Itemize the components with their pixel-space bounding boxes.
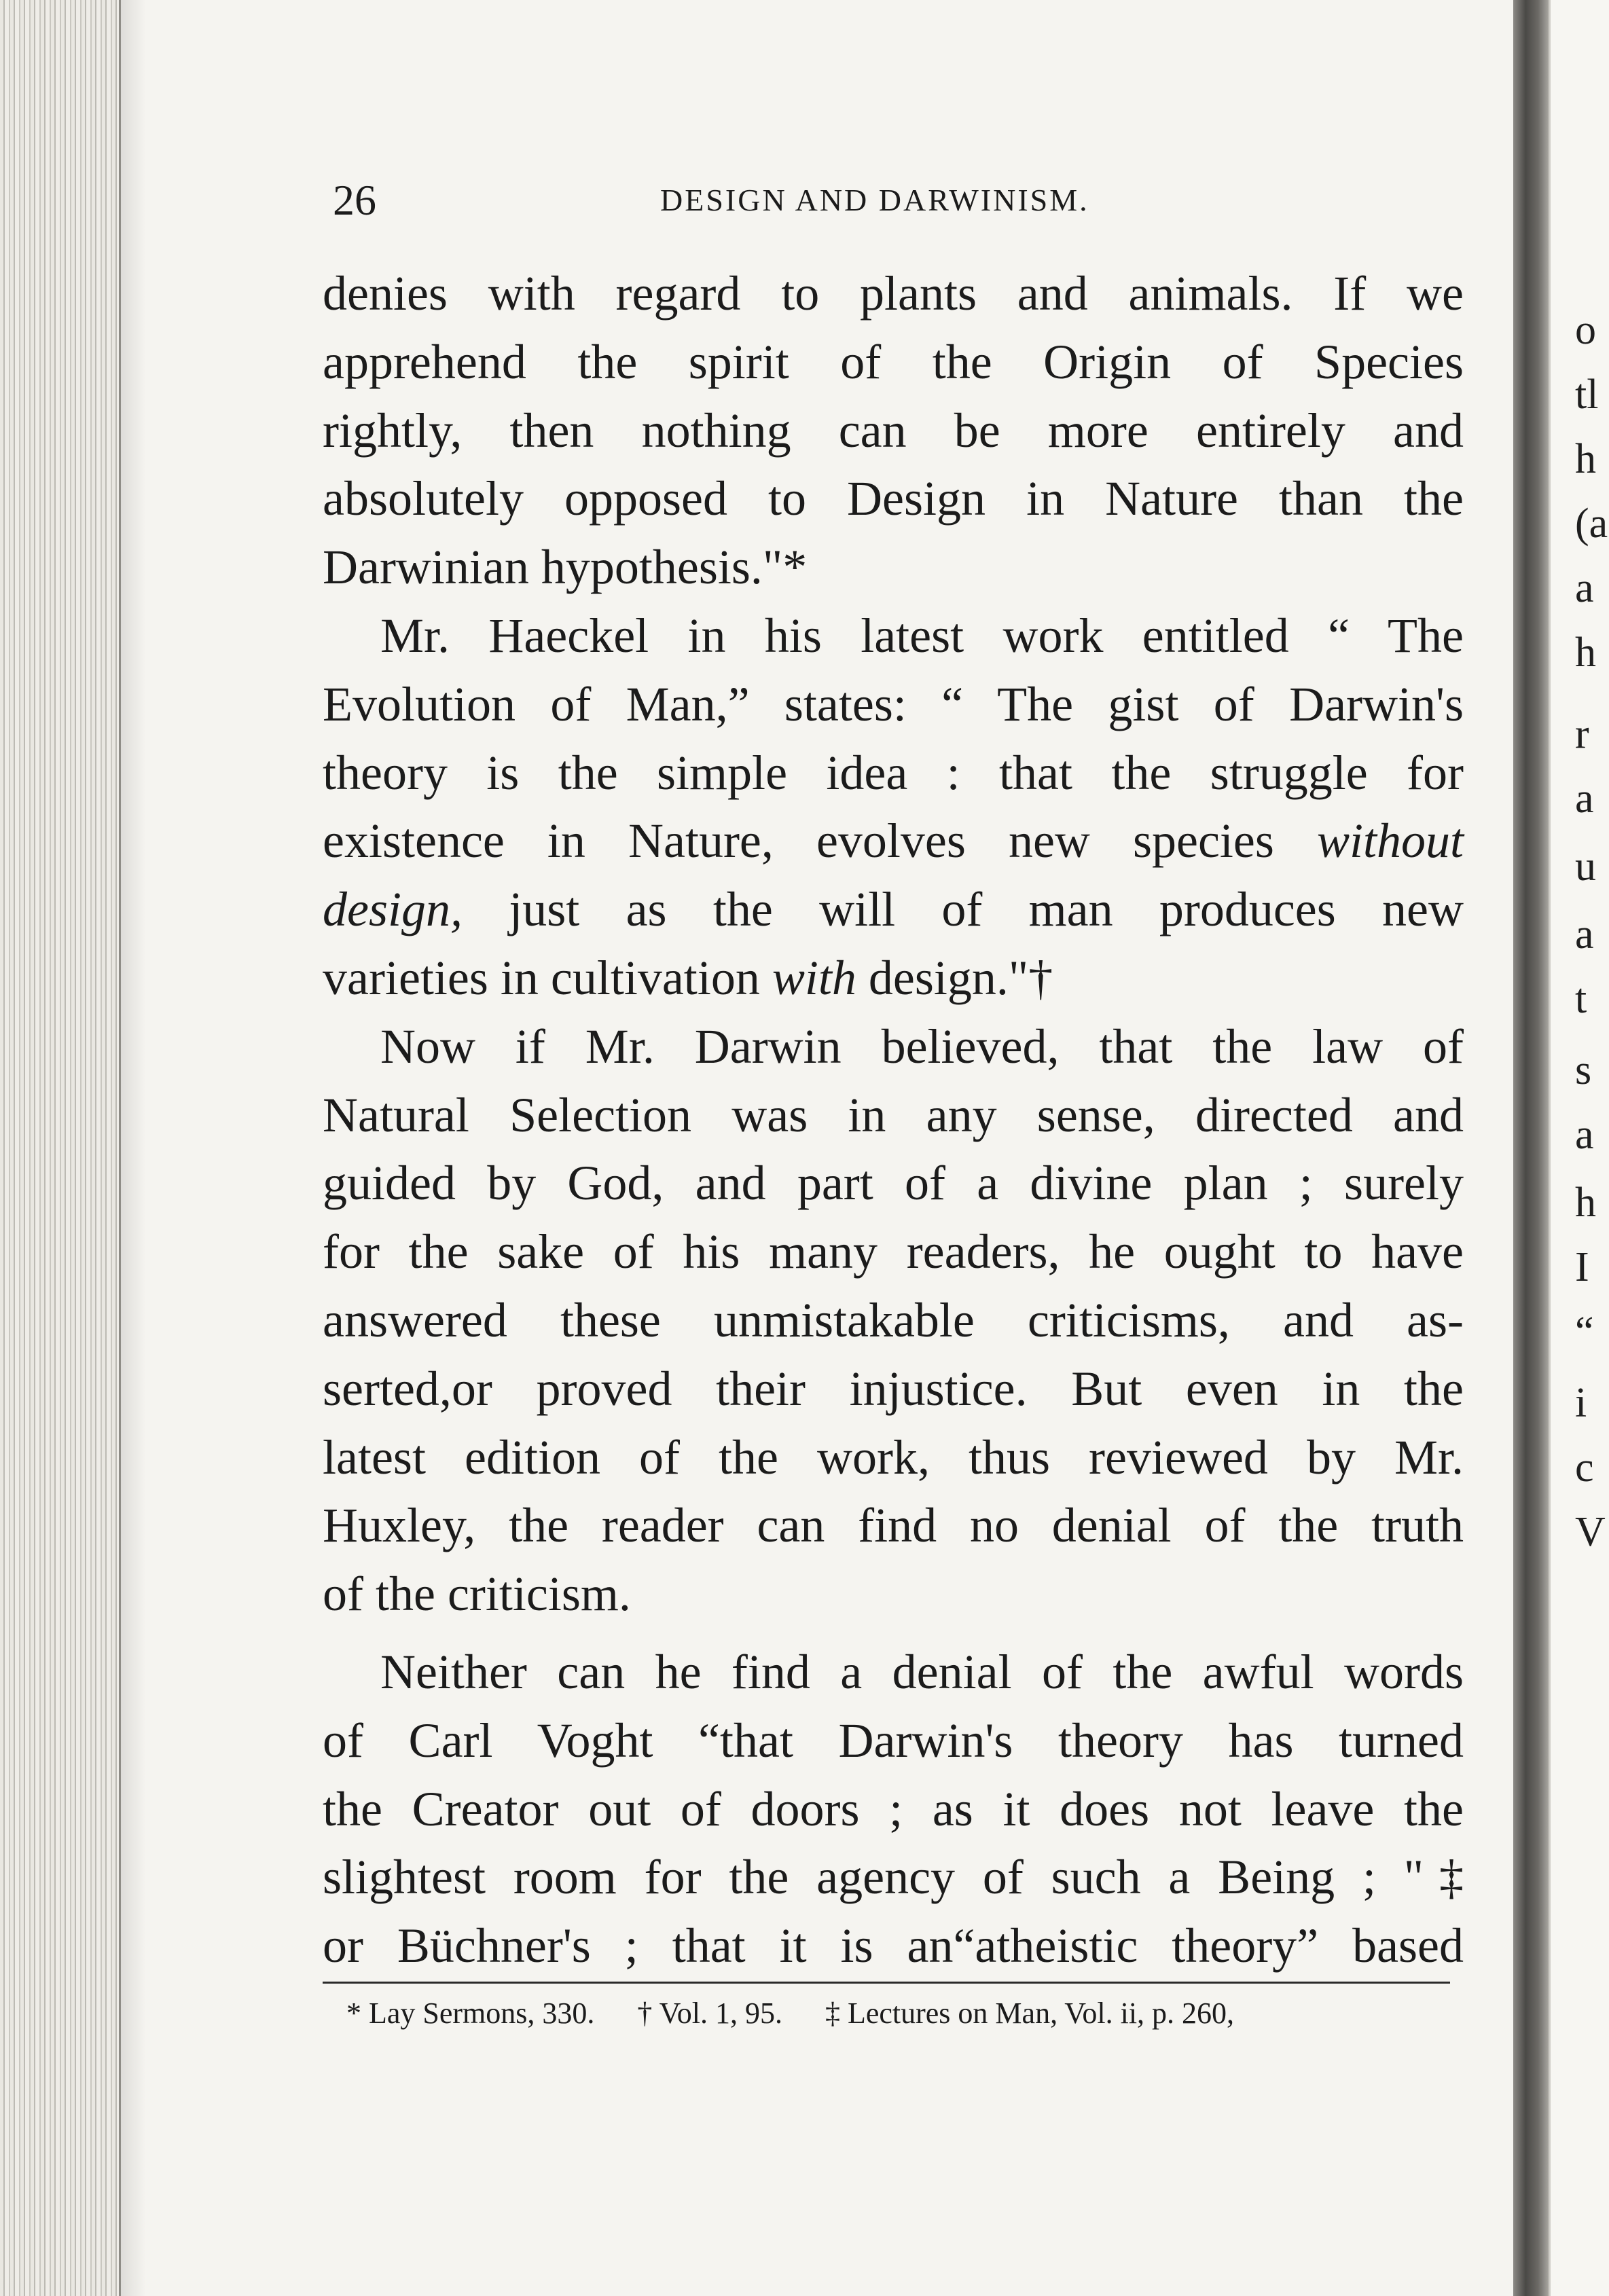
next-page-fragment: a (1575, 565, 1594, 611)
next-page-fragment: s (1575, 1047, 1592, 1093)
text-line: rightly, then nothing can be more entirely and (323, 403, 1464, 458)
next-page-fragment: o (1575, 307, 1596, 353)
text-line: apprehend the spirit of the Origin of Species (323, 334, 1464, 389)
text-line: or Büchner's ; that it is an“atheistic theory” based (323, 1918, 1464, 1973)
text-line: Now if Mr. Darwin believed, that the law of (380, 1019, 1464, 1074)
text-line: Evolution of Man,” states: “ The gist of Darwin's (323, 676, 1464, 731)
next-page-fragment: a (1575, 911, 1594, 958)
book-page-edges (0, 0, 121, 2296)
text-line: absolutely opposed to Design in Nature than the (323, 471, 1464, 526)
page-edge-shadow (119, 0, 146, 2296)
text-line: slightest room for the agency of such a Being ; "‡ (323, 1850, 1464, 1905)
text-line (323, 807, 1464, 875)
next-page-fragment: h (1575, 1180, 1596, 1226)
next-page-fragment: i (1575, 1380, 1587, 1426)
text-run: existence in Nature, evolves new species (323, 814, 1274, 869)
text-line: Neither can he find a denial of the awful words (380, 1644, 1464, 1699)
text-line (323, 875, 1464, 944)
text-line: Darwinian hypothesis."* (323, 540, 808, 595)
next-page-fragment: (a (1575, 500, 1608, 547)
running-head (333, 170, 1447, 231)
next-page-fragment: I (1575, 1244, 1589, 1290)
page-number: 26 (333, 176, 376, 224)
italic-word: design, (323, 882, 463, 937)
paragraph-gap (323, 1628, 1464, 1638)
next-page-fragment: a (1575, 776, 1594, 822)
next-page-fragment: tl (1575, 371, 1599, 418)
next-page-sliver (1549, 0, 1609, 2296)
footnotes (346, 1990, 1460, 2037)
text-line: guided by God, and part of a divine plan ; surely (323, 1156, 1464, 1211)
text-line: Huxley, the reader can find no denial of the truth (323, 1498, 1464, 1553)
text-line: serted,or proved their injustice. But even in the (323, 1361, 1464, 1416)
text-run: just as the will of man produces new (509, 882, 1464, 937)
text-line: latest edition of the work, thus reviewed by Mr. (323, 1429, 1464, 1484)
text-line (323, 944, 1464, 1013)
text-run: design."† (868, 950, 1053, 1005)
next-page-fragment: r (1575, 711, 1589, 757)
text-line: answered these unmistakable criticisms, and as- (323, 1292, 1464, 1347)
text-line: theory is the simple idea : that the struggle for (323, 745, 1464, 800)
text-line: Natural Selection was in any sense, directed and (323, 1087, 1464, 1142)
body-text (323, 259, 1464, 1980)
next-page-fragment: a (1575, 1112, 1594, 1158)
text-line: the Creator out of doors ; as it does not leave the (323, 1781, 1464, 1836)
footnote: † Vol. 1, 95. (637, 1997, 782, 2030)
text-line: of the criticism. (323, 1567, 631, 1622)
next-page-fragment: u (1575, 843, 1596, 890)
italic-word: without (1316, 814, 1464, 869)
italic-word: with (772, 950, 856, 1005)
next-page-fragment: t (1575, 976, 1587, 1022)
text-line: for the sake of his many readers, he ought to have (323, 1224, 1464, 1279)
next-page-fragment: c (1575, 1444, 1594, 1491)
text-line: denies with regard to plants and animals. If we (323, 266, 1464, 321)
running-head-title: DESIGN AND DARWINISM. (660, 183, 1089, 217)
footnote: ‡ Lectures on Man, Vol. ii, p. 260, (825, 1997, 1235, 2030)
footnote-rule (323, 1982, 1450, 1984)
next-page-fragment: “ (1575, 1309, 1594, 1355)
next-page-fragment: V (1575, 1509, 1606, 1555)
text-line: Mr. Haeckel in his latest work entitled “ The (380, 608, 1464, 663)
text-line: of Carl Voght “that Darwin's theory has turned (323, 1713, 1464, 1768)
book-gutter (1513, 0, 1549, 2296)
text-run: varieties in cultivation (323, 950, 760, 1005)
next-page-fragment: h (1575, 630, 1596, 676)
next-page-fragment: h (1575, 436, 1596, 482)
footnote: * Lay Sermons, 330. (346, 1997, 595, 2030)
